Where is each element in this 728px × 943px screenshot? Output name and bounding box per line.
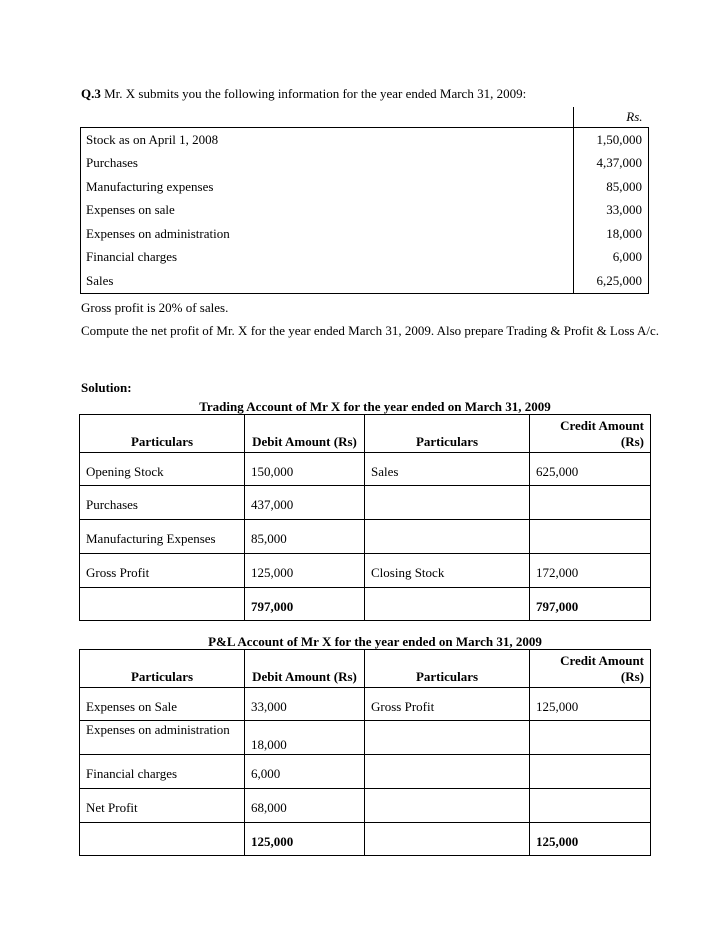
trading-cr-amount <box>530 520 651 554</box>
trading-header-particulars-dr: Particulars <box>80 415 245 453</box>
info-amount: 85,000 <box>574 175 649 199</box>
pl-cr-amount: 125,000 <box>530 688 651 721</box>
pl-row <box>80 688 651 721</box>
question-text: Mr. X submits you the following information for the year ended March 31, 2009: <box>100 86 527 101</box>
trading-table <box>79 414 651 621</box>
pl-dr-amount: 68,000 <box>245 789 365 823</box>
info-label: Expenses on sale <box>81 199 574 223</box>
pl-header-debit: Debit Amount (Rs) <box>245 650 365 688</box>
trading-header-particulars-cr: Particulars <box>365 415 530 453</box>
pl-row <box>80 755 651 789</box>
trading-row <box>80 520 651 554</box>
info-label: Expenses on administration <box>81 222 574 246</box>
pl-row <box>80 721 651 755</box>
info-row <box>81 152 649 176</box>
pl-total-credit: 125,000 <box>530 823 651 856</box>
info-table <box>80 107 649 294</box>
pl-header-credit: Credit Amount (Rs) <box>530 650 651 688</box>
pl-dr-amount: 6,000 <box>245 755 365 789</box>
trading-cr-label: Sales <box>365 453 530 486</box>
pl-dr-label: Financial charges <box>80 755 245 789</box>
trading-total-credit: 797,000 <box>530 588 651 621</box>
trading-dr-amount: 437,000 <box>245 486 365 520</box>
pl-cr-amount <box>530 721 651 755</box>
pl-header-particulars-cr: Particulars <box>365 650 530 688</box>
pl-table <box>79 649 651 856</box>
trading-title: Trading Account of Mr X for the year ended on March 31, 2009 <box>199 399 551 414</box>
trading-cr-label <box>365 520 530 554</box>
info-currency-header: Rs. <box>574 107 649 128</box>
info-amount: 1,50,000 <box>574 128 649 152</box>
pl-dr-amount: 33,000 <box>245 688 365 721</box>
info-amount: 6,000 <box>574 246 649 270</box>
info-row <box>81 128 649 152</box>
info-row <box>81 199 649 223</box>
question-number: Q.3 <box>81 86 101 101</box>
info-label: Manufacturing expenses <box>81 175 574 199</box>
pl-dr-label: Expenses on administration <box>80 721 245 755</box>
trading-cr-amount: 172,000 <box>530 554 651 588</box>
trading-cr-label <box>365 486 530 520</box>
pl-cr-label <box>365 721 530 755</box>
trading-row <box>80 486 651 520</box>
info-header-blank <box>81 107 574 128</box>
trading-dr-label: Gross Profit <box>80 554 245 588</box>
pl-title: P&L Account of Mr X for the year ended on March 31, 2009 <box>208 634 542 649</box>
pl-total-debit: 125,000 <box>245 823 365 856</box>
pl-cr-label: Gross Profit <box>365 688 530 721</box>
info-row <box>81 222 649 246</box>
trading-cr-amount: 625,000 <box>530 453 651 486</box>
info-label: Financial charges <box>81 246 574 270</box>
pl-dr-label: Net Profit <box>80 789 245 823</box>
trading-header-row <box>80 415 651 453</box>
info-amount: 33,000 <box>574 199 649 223</box>
trading-dr-label: Purchases <box>80 486 245 520</box>
pl-cr-label <box>365 755 530 789</box>
pl-total-blank-cr <box>365 823 530 856</box>
trading-dr-amount: 125,000 <box>245 554 365 588</box>
trading-dr-label: Opening Stock <box>80 453 245 486</box>
pl-row <box>80 789 651 823</box>
trading-dr-amount: 85,000 <box>245 520 365 554</box>
trading-cr-amount <box>530 486 651 520</box>
trading-cr-label: Closing Stock <box>365 554 530 588</box>
pl-cr-label <box>365 789 530 823</box>
trading-header-credit: Credit Amount (Rs) <box>530 415 651 453</box>
solution-label: Solution: <box>81 380 132 395</box>
info-amount: 6,25,000 <box>574 269 649 293</box>
task-text: Compute the net profit of Mr. X for the year ended March 31, 2009. Also prepare Trading & Profit & Loss A/c. <box>81 323 660 338</box>
pl-dr-label: Expenses on Sale <box>80 688 245 721</box>
info-row <box>81 246 649 270</box>
trading-total-blank-dr <box>80 588 245 621</box>
trading-row <box>80 554 651 588</box>
info-amount: 18,000 <box>574 222 649 246</box>
note-text: Gross profit is 20% of sales. <box>81 300 229 315</box>
pl-total-row <box>80 823 651 856</box>
pl-total-blank-dr <box>80 823 245 856</box>
pl-header-row <box>80 650 651 688</box>
trading-header-debit: Debit Amount (Rs) <box>245 415 365 453</box>
trading-total-debit: 797,000 <box>245 588 365 621</box>
trading-dr-label: Manufacturing Expenses <box>80 520 245 554</box>
info-label: Purchases <box>81 152 574 176</box>
pl-cr-amount <box>530 789 651 823</box>
trading-dr-amount: 150,000 <box>245 453 365 486</box>
info-row <box>81 269 649 293</box>
trading-row <box>80 453 651 486</box>
info-amount: 4,37,000 <box>574 152 649 176</box>
info-label: Sales <box>81 269 574 293</box>
pl-header-particulars-dr: Particulars <box>80 650 245 688</box>
info-label: Stock as on April 1, 2008 <box>81 128 574 152</box>
info-row <box>81 175 649 199</box>
trading-total-row <box>80 588 651 621</box>
trading-total-blank-cr <box>365 588 530 621</box>
pl-cr-amount <box>530 755 651 789</box>
pl-dr-amount: 18,000 <box>245 721 365 755</box>
question-line <box>81 86 661 102</box>
